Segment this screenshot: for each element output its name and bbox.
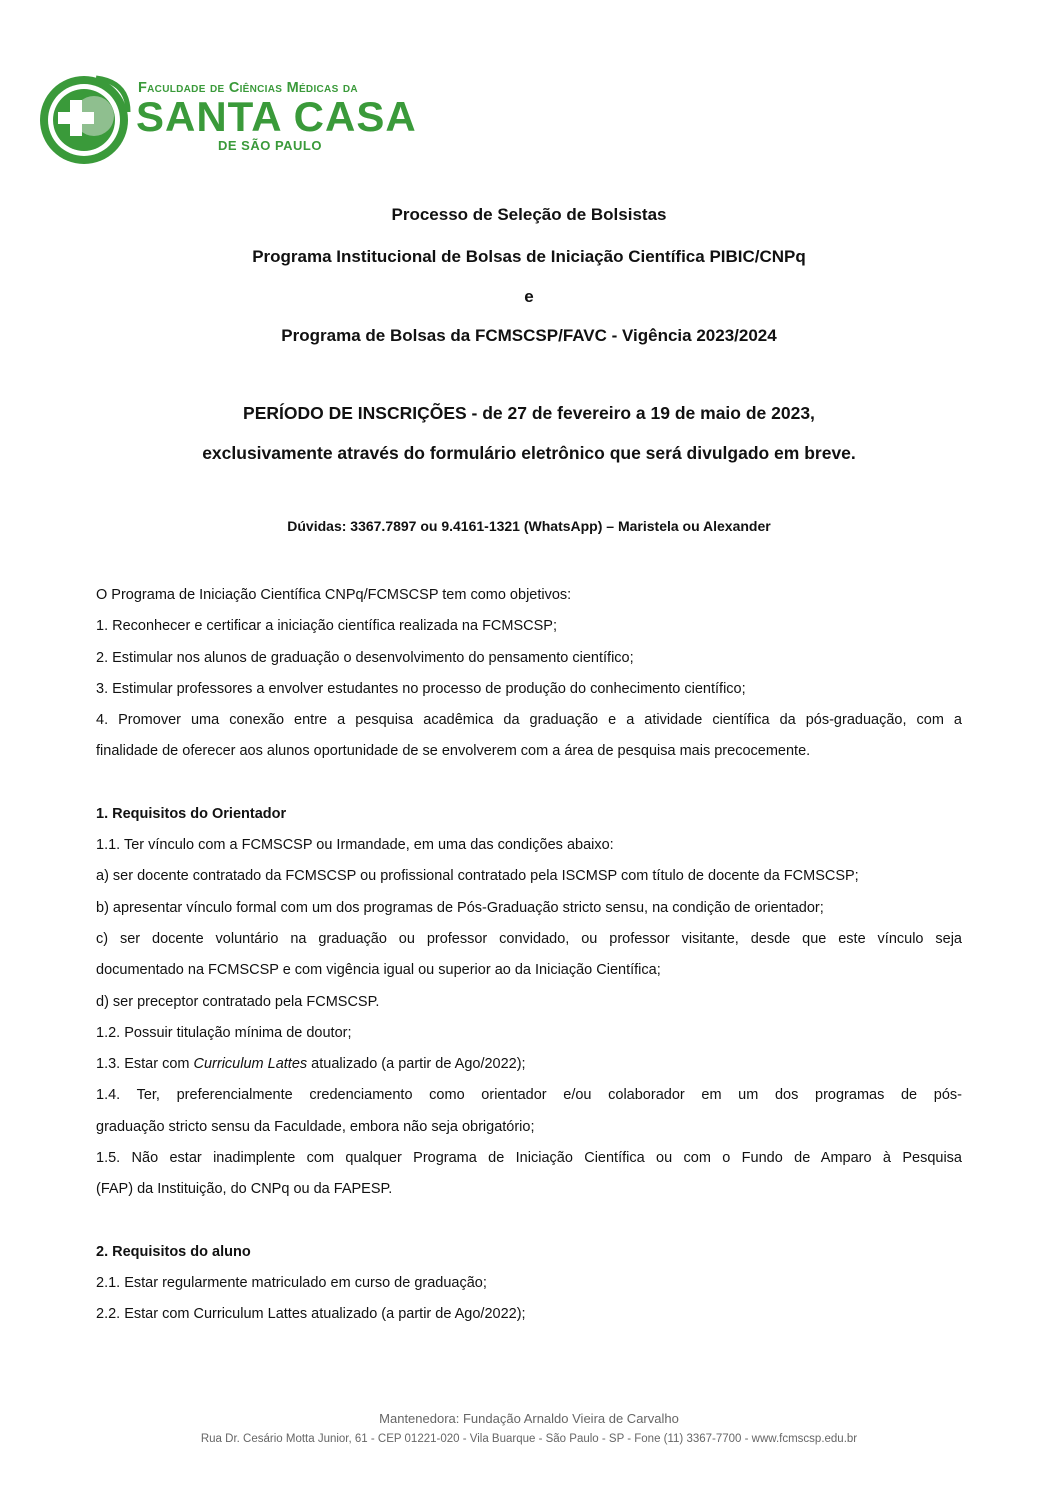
- footer-maintainer: Mantenedora: Fundação Arnaldo Vieira de Carvalho: [379, 1411, 679, 1426]
- section1-req-1-2: 1.2. Possuir titulação mínima de doutor;: [96, 1024, 352, 1041]
- logo-text-santa-casa: SANTA CASA: [136, 93, 417, 140]
- intro-item-4b: finalidade de oferecer aos alunos oportunidade de se envolverem com a área de pesquisa mais precocemente.: [96, 743, 811, 760]
- registration-note: exclusivamente através do formulário eletrônico que será divulgado em breve.: [202, 443, 856, 463]
- section1-req-a: a) ser docente contratado da FCMSCSP ou profissional contratado pela ISCMSP com título de docente da FCMSCSP;: [96, 868, 859, 885]
- section1-title: 1. Requisitos do Orientador: [96, 805, 287, 822]
- section2-req-2-1: 2.1. Estar regularmente matriculado em curso de graduação;: [96, 1274, 487, 1291]
- intro-item-4a: 4. Promover uma conexão entre a pesquisa acadêmica da graduação e a atividade científica da pós-graduação, com a: [96, 712, 962, 729]
- footer-address: Rua Dr. Cesário Motta Junior, 61 - CEP 01221-020 - Vila Buarque - São Paulo - SP - Fone (11) 3367-7700 - www.fcmscsp.edu.br: [200, 1433, 858, 1445]
- doc-title-line4: Programa de Bolsas da FCMSCSP/FAVC - Vigência 2023/2024: [281, 326, 777, 345]
- logo-text-sao-paulo: DE SÃO PAULO: [218, 138, 322, 153]
- doc-title-line3: e: [524, 287, 534, 306]
- intro-lead: O Programa de Iniciação Científica CNPq/FCMSCSP tem como objetivos:: [96, 587, 572, 603]
- section1-req-1-5b: (FAP) da Instituição, do CNPq ou da FAPESP.: [96, 1181, 393, 1198]
- section2-req-2-2: 2.2. Estar com Curriculum Lattes atualizado (a partir de Ago/2022);: [96, 1306, 526, 1323]
- registration-period: PERÍODO DE INSCRIÇÕES - de 27 de fevereiro a 19 de maio de 2023,: [243, 403, 815, 423]
- section1-req-c1: c) ser docente voluntário na graduação ou professor convidado, ou professor visitante, desde que este vínculo seja: [96, 930, 962, 947]
- section1-req-b: b) apresentar vínculo formal com um dos programas de Pós-Graduação stricto sensu, na condição de orientador;: [96, 899, 824, 916]
- section1-req-c2: documentado na FCMSCSP e com vigência igual ou superior ao da Iniciação Científica;: [96, 962, 661, 979]
- doc-title-line2: Programa Institucional de Bolsas de Iniciação Científica PIBIC/CNPq: [252, 247, 806, 266]
- document-body: [96, 580, 962, 1331]
- contact-line: Dúvidas: 3367.7897 ou 9.4161-1321 (WhatsApp) – Maristela ou Alexander: [287, 518, 771, 534]
- section1-req-1-3: 1.3. Estar com Curriculum Lattes atualizado (a partir de Ago/2022);: [96, 1056, 526, 1073]
- section1-req-d: d) ser preceptor contratado pela FCMSCSP.: [96, 993, 380, 1010]
- section1-req-1-4a: 1.4. Ter, preferencialmente credenciamento como orientador e/ou colaborador em um dos programas de pós-: [96, 1087, 962, 1104]
- doc-title-line1: Processo de Seleção de Bolsistas: [391, 205, 667, 224]
- section2-title: 2. Requisitos do aluno: [96, 1243, 251, 1260]
- intro-item-1: 1. Reconhecer e certificar a iniciação científica realizada na FCMSCSP;: [96, 618, 557, 635]
- section1-req-1-5a: 1.5. Não estar inadimplente com qualquer Programa de Iniciação Científica ou com o Fundo de Amparo à Pesquisa: [96, 1150, 962, 1167]
- section1-req-1-4b: graduação stricto sensu da Faculdade, embora não seja obrigatório;: [96, 1118, 535, 1135]
- section1-req-1-1: 1.1. Ter vínculo com a FCMSCSP ou Irmandade, em uma das condições abaixo:: [96, 837, 614, 854]
- intro-item-3: 3. Estimular professores a envolver estudantes no processo de produção do conhecimento científico;: [96, 680, 746, 697]
- intro-item-2: 2. Estimular nos alunos de graduação o desenvolvimento do pensamento científico;: [96, 649, 634, 666]
- logo-text-faculty: Faculdade de Ciências Médicas da: [138, 80, 358, 96]
